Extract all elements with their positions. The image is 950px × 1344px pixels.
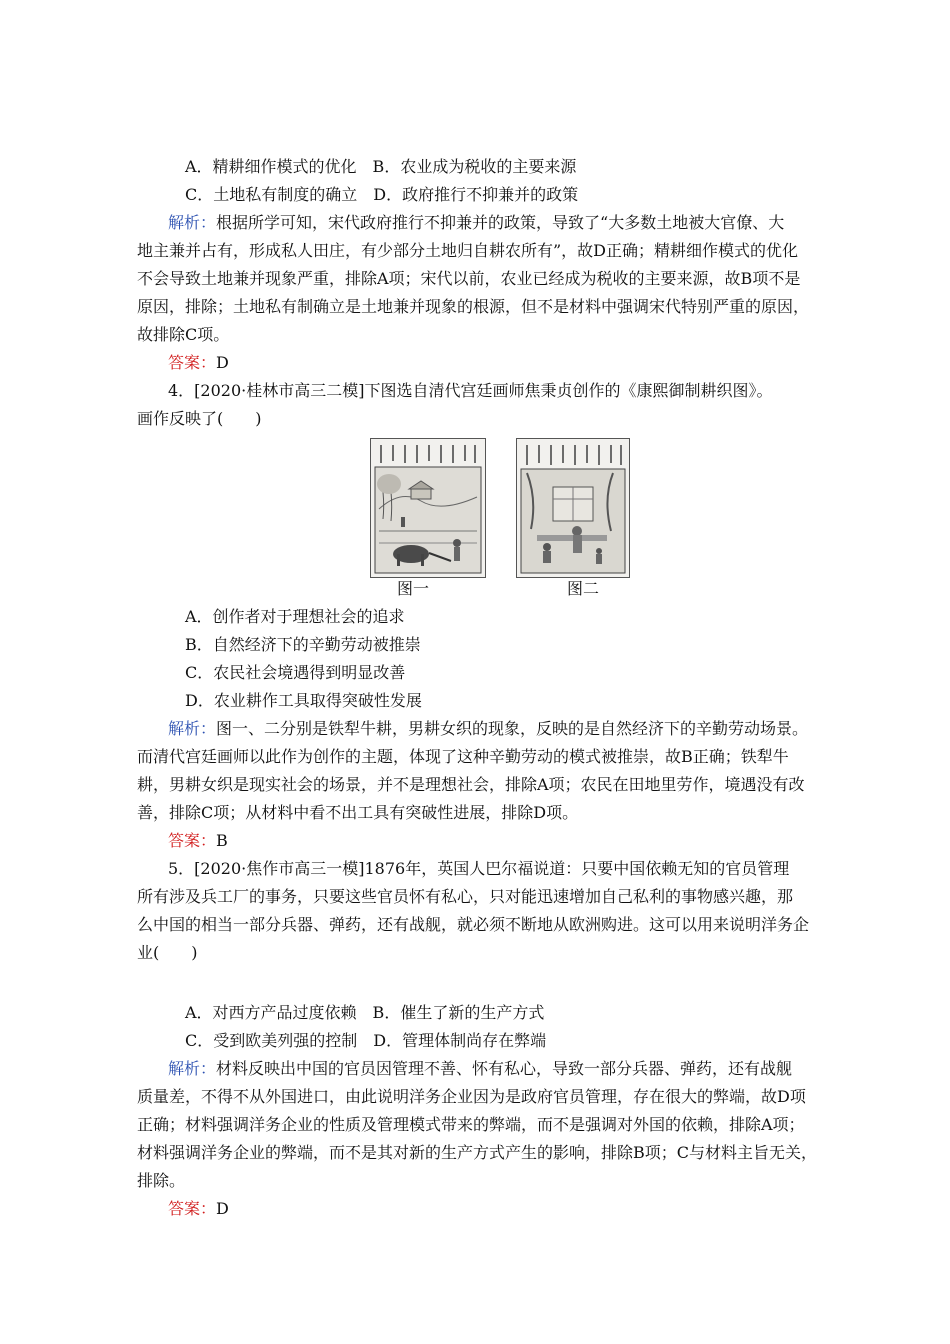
q5-answer [168, 1200, 229, 1218]
q4-option-b: B．自然经济下的辛勤劳动被推崇 [185, 635, 421, 654]
q4-answer [168, 832, 228, 850]
q5-analysis-line4: 材料强调洋务企业的弊端，而不是其对新的生产方式产生的影响，排除B项；C与材料主旨无关， [137, 1143, 818, 1162]
figure-1-caption: 图一 [397, 579, 430, 598]
q5-stem-line4: 业( ) [137, 943, 198, 962]
q4-analysis-line1 [168, 720, 808, 738]
q4-option-d: D．农业耕作工具取得突破性发展 [185, 691, 422, 710]
q5-stem-line2: 所有涉及兵工厂的事务，只要这些官员怀有私心，只对能迅速增加自己私利的事物感兴趣，那 [137, 887, 794, 906]
q3-answer-value: D [216, 353, 229, 372]
q3-analysis-line2: 地主兼并占有，形成私人田庄，有少部分土地归自耕农所有”，故D正确；精耕细作模式的优化 [137, 241, 799, 260]
q4-stem-line1: 4．[2020·桂林市高三二模]下图选自清代宫廷画师焦秉贞创作的《康熙御制耕织图》。 [168, 381, 773, 400]
q5-analysis-label: 解析： [168, 1059, 217, 1078]
figure-2-weaving-painting [516, 438, 630, 578]
q5-analysis-line3: 正确；材料强调洋务企业的性质及管理模式带来的弊端，而不是强调对外国的依赖，排除A项； [137, 1115, 805, 1134]
q3-analysis-line4: 原因，排除；土地私有制确立是土地兼并现象的根源，但不是材料中强调宋代特别严重的原因， [137, 297, 810, 316]
q4-option-a: A．创作者对于理想社会的追求 [185, 607, 405, 626]
q4-answer-label: 答案： [168, 831, 217, 850]
q3-analysis-line5: 故排除C项。 [137, 325, 230, 344]
q3-answer-label: 答案： [168, 353, 217, 372]
figure-1-plowing-painting [370, 438, 486, 578]
q5-analysis-text: 材料反映出中国的官员因管理不善、怀有私心，导致一部分兵器、弹药，还有战舰 [216, 1059, 793, 1078]
q5-analysis-line2: 质量差，不得不从外国进口，由此说明洋务企业因为是政府官员管理，存在很大的弊端，故D项 [137, 1087, 806, 1106]
weaving-scene-illustration [517, 439, 629, 577]
plowing-scene-illustration [371, 439, 485, 577]
q4-analysis-line3: 耕，男耕女织是现实社会的场景，并不是理想社会，排除A项；农民在田地里劳作，境遇没有改 [137, 775, 805, 794]
q3-analysis-line1 [168, 214, 784, 232]
q3-analysis-line3: 不会导致土地兼并现象严重，排除A项；宋代以前，农业已经成为税收的主要来源，故B项不是 [137, 269, 801, 288]
q3-analysis-label: 解析： [168, 213, 217, 232]
q5-options-line2: C．受到欧美列强的控制 D．管理体制尚存在弊端 [185, 1031, 547, 1050]
q4-analysis-line2: 而清代宫廷画师以此作为创作的主题，体现了这种辛勤劳动的模式被推崇，故B正确；铁犁牛 [137, 747, 789, 766]
q5-answer-label: 答案： [168, 1199, 217, 1218]
figure-2-caption: 图二 [567, 579, 600, 598]
q5-options-line1: A．对西方产品过度依赖 B．催生了新的生产方式 [185, 1003, 545, 1022]
q5-stem-line3: 么中国的相当一部分兵器、弹药，还有战舰，就必须不断地从欧洲购进。这可以用来说明洋务企 [137, 915, 810, 934]
q4-analysis-text: 图一、二分别是铁犁牛耕，男耕女织的现象，反映的是自然经济下的辛勤劳动场景。 [216, 719, 809, 738]
q4-answer-value: B [216, 831, 228, 850]
q3-answer [168, 354, 229, 372]
q4-analysis-label: 解析： [168, 719, 217, 738]
q5-analysis-line1 [168, 1060, 792, 1078]
q4-option-c: C．农民社会境遇得到明显改善 [185, 663, 406, 682]
q4-analysis-line4: 善，排除C项；从材料中看不出工具有突破性进展，排除D项。 [137, 803, 579, 822]
q3-analysis-text: 根据所学可知，宋代政府推行不抑兼并的政策，导致了“大多数土地被大官僚、大 [216, 213, 785, 232]
q3-options-line1: A．精耕细作模式的优化 B．农业成为税收的主要来源 [185, 157, 577, 176]
q5-analysis-line5: 排除。 [137, 1171, 186, 1190]
q5-stem-line1: 5．[2020·焦作市高三一模]1876年，英国人巴尔福说道：只要中国依赖无知的官员管理 [168, 859, 790, 878]
q3-options-line2: C．土地私有制度的确立 D．政府推行不抑兼并的政策 [185, 185, 579, 204]
q5-answer-value: D [216, 1199, 229, 1218]
q4-stem-line2: 画作反映了( ) [137, 409, 262, 428]
